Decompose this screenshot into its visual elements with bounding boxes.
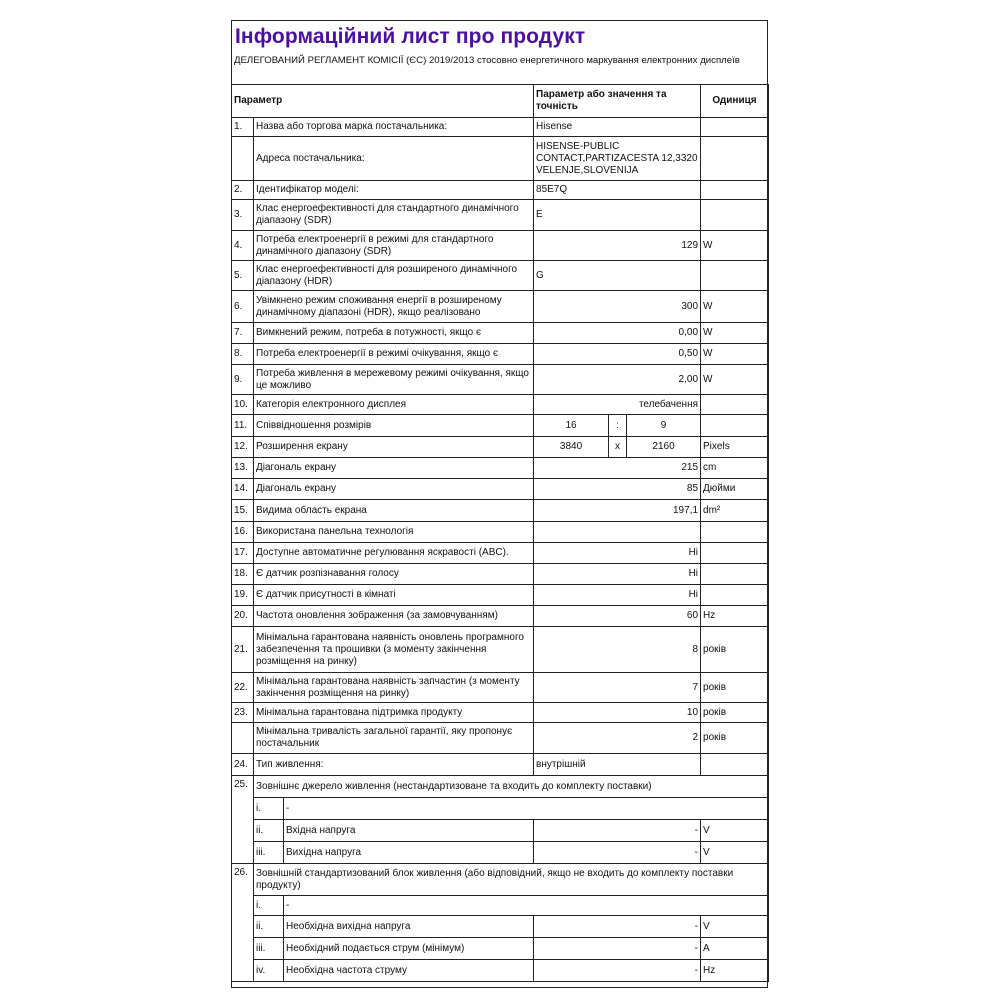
row-unit: W [701,344,769,365]
sub-value: - [534,938,701,960]
row-number: 26. [232,864,254,982]
table-row [232,500,769,522]
row-label: Співвідношення розмірів [254,415,534,437]
sub-label: Вихідна напруга [284,842,534,864]
row-number: 4. [232,231,254,261]
row-value: 2 [534,723,701,754]
row-value: 0,50 [534,344,701,365]
row-number: 15. [232,500,254,522]
row-unit [701,118,769,137]
row-unit [701,415,769,437]
row-unit [701,137,769,181]
resolution-height: 2160 [627,437,701,458]
sub-value: - [534,916,701,938]
row-value: 2,00 [534,365,701,395]
table-row [232,479,769,500]
row-value: Ні [534,585,701,606]
row-label: Ідентифікатор моделі: [254,181,534,200]
row-value: 0,00 [534,323,701,344]
sub-number: iii. [254,842,284,864]
table-row [232,522,769,543]
header-param: Параметр [232,85,534,118]
table-row [232,960,769,982]
table-row [232,820,769,842]
resolution-separator: x [609,437,627,458]
row-number: 5. [232,261,254,291]
table-header-row [232,85,769,118]
row-unit: W [701,231,769,261]
row-unit: W [701,365,769,395]
table-row [232,627,769,673]
table-row [232,415,769,437]
row-label: Категорія електронного дисплея [254,395,534,415]
row-unit: років [701,723,769,754]
row-label: Мінімальна тривалість загальної гарантії, яку пропонує постачальник [254,723,534,754]
regulation-subtitle: ДЕЛЕГОВАНИЙ РЕГЛАМЕНТ КОМІСІЇ (ЄС) 2019/2013 стосовно енергетичного маркування електронних дисплеїв [234,55,740,66]
row-number: 10. [232,395,254,415]
row-value: 129 [534,231,701,261]
header-unit: Одиниця [701,85,769,118]
row-value: 10 [534,703,701,723]
row-number: 25. [232,776,254,864]
row-value: Ні [534,543,701,564]
sub-number: ii. [254,820,284,842]
table-row [232,723,769,754]
table-row [232,200,769,231]
row-number: 14. [232,479,254,500]
row-value: 60 [534,606,701,627]
row-value: Hisense [534,118,701,137]
table-row [232,137,769,181]
row-number [232,137,254,181]
sub-value: - [534,842,701,864]
row-label: Потреба електроенергії в режимі очікування, якщо є [254,344,534,365]
table-row [232,606,769,627]
row-number: 16. [232,522,254,543]
table-row [232,231,769,261]
row-unit: років [701,627,769,673]
section-25-header [232,776,769,798]
aspect-width: 16 [534,415,609,437]
row-number: 23. [232,703,254,723]
aspect-height: 9 [627,415,701,437]
row-number: 22. [232,673,254,703]
row-number: 9. [232,365,254,395]
sub-label: Вхідна напруга [284,820,534,842]
sub-label: Необхідна частота струму [284,960,534,982]
row-unit: років [701,673,769,703]
row-value: 215 [534,458,701,479]
row-number: 24. [232,754,254,776]
row-label: Вимкнений режим, потреба в потужності, якщо є [254,323,534,344]
sub-value: - [534,960,701,982]
row-unit [701,543,769,564]
sub-label: Необхідний подається струм (мінімум) [284,938,534,960]
row-label: Потреба електроенергії в режимі для стандартного динамічного діапазону (SDR) [254,231,534,261]
row-label: Потреба живлення в мережевому режимі очікування, якщо це можливо [254,365,534,395]
sub-number: i. [254,896,284,916]
table-row [232,798,769,820]
row-number: 21. [232,627,254,673]
row-number: 17. [232,543,254,564]
row-unit [701,181,769,200]
table-row [232,896,769,916]
sub-number: iii. [254,938,284,960]
sub-value: - [534,820,701,842]
row-label: Клас енергоефективності для стандартного динамічного діапазону (SDR) [254,200,534,231]
table-row [232,291,769,323]
table-row [232,261,769,291]
row-label: Діагональ екрану [254,458,534,479]
table-row [232,754,769,776]
row-value: Ні [534,564,701,585]
table-row [232,938,769,960]
row-number: 8. [232,344,254,365]
row-unit [701,754,769,776]
table-row [232,916,769,938]
row-label: Є датчик розпізнавання голосу [254,564,534,585]
row-number: 20. [232,606,254,627]
row-value: E [534,200,701,231]
table-row [232,703,769,723]
row-label: Видима область екрана [254,500,534,522]
sub-label: - [284,896,769,916]
sub-unit: V [701,820,769,842]
row-value: 300 [534,291,701,323]
table-row [232,585,769,606]
row-number: 11. [232,415,254,437]
row-value: 7 [534,673,701,703]
row-number: 6. [232,291,254,323]
table-row [232,323,769,344]
row-value: HISENSE-PUBLIC CONTACT,PARTIZACESTA 12,3320 VELENJE,SLOVENIJA [534,137,701,181]
table-row [232,365,769,395]
row-label: Є датчик присутності в кімнаті [254,585,534,606]
row-number: 13. [232,458,254,479]
row-unit: років [701,703,769,723]
row-value: 197,1 [534,500,701,522]
row-value: 85E7Q [534,181,701,200]
row-number: 18. [232,564,254,585]
section-title: Зовнішнє джерело живлення (нестандартизоване та входить до комплекту поставки) [254,776,769,798]
sub-number: ii. [254,916,284,938]
row-number: 7. [232,323,254,344]
row-label: Адреса постачальника: [254,137,534,181]
row-label: Тип живлення: [254,754,534,776]
row-label: Клас енергоефективності для розширеного динамічного діапазону (HDR) [254,261,534,291]
row-value: 8 [534,627,701,673]
table-row [232,181,769,200]
row-unit: dm² [701,500,769,522]
row-number: 1. [232,118,254,137]
row-label: Мінімальна гарантована наявність запчастин (з моменту закінчення розміщення на ринку) [254,673,534,703]
row-value: внутрішній [534,754,701,776]
row-label: Частота оновлення зображення (за замовчуванням) [254,606,534,627]
row-number: 3. [232,200,254,231]
row-unit [701,261,769,291]
row-unit [701,564,769,585]
sub-number: i. [254,798,284,820]
row-unit: Pixels [701,437,769,458]
row-label: Діагональ екрану [254,479,534,500]
table-row [232,437,769,458]
row-number: 19. [232,585,254,606]
row-number: 2. [232,181,254,200]
row-label: Розширення екрану [254,437,534,458]
row-unit [701,522,769,543]
sub-unit: Hz [701,960,769,982]
table-row [232,395,769,415]
row-unit: W [701,323,769,344]
row-value [534,522,701,543]
row-label: Використана панельна технологія [254,522,534,543]
row-unit [701,200,769,231]
table-row [232,673,769,703]
table-row [232,344,769,365]
header-value: Параметр або значення та точність [534,85,701,118]
sub-number: iv. [254,960,284,982]
row-label: Мінімальна гарантована наявність оновлень програмного забезпечення та прошивки (з моменту закінчення розміщення на ринку) [254,627,534,673]
row-label: Увімкнено режим споживання енергії в розширеному динамічному діапазоні (HDR), якщо реалізовано [254,291,534,323]
section-26-header [232,864,769,896]
sub-label: - [284,798,769,820]
row-unit: W [701,291,769,323]
row-unit: Hz [701,606,769,627]
table-row [232,543,769,564]
aspect-separator: : [609,415,627,437]
parameters-table [231,84,769,982]
row-label: Доступне автоматичне регулювання яскравості (ABC). [254,543,534,564]
row-label: Мінімальна гарантована підтримка продукту [254,703,534,723]
table-row [232,842,769,864]
sub-unit: V [701,916,769,938]
row-value: телебачення [534,395,701,415]
row-unit: cm [701,458,769,479]
sub-label: Необхідна вихідна напруга [284,916,534,938]
sub-unit: V [701,842,769,864]
row-unit [701,395,769,415]
product-info-sheet [231,20,768,988]
table-row [232,458,769,479]
page-title: Інформаційний лист про продукт [235,25,586,48]
row-number [232,723,254,754]
sub-unit: A [701,938,769,960]
resolution-width: 3840 [534,437,609,458]
row-unit [701,585,769,606]
table-row [232,118,769,137]
row-value: 85 [534,479,701,500]
table-row [232,564,769,585]
row-label: Назва або торгова марка постачальника: [254,118,534,137]
row-unit: Дюйми [701,479,769,500]
row-value: G [534,261,701,291]
section-title: Зовнішній стандартизований блок живлення (або відповідний, якщо не входить до комплекту поставки продукту) [254,864,769,896]
row-number: 12. [232,437,254,458]
